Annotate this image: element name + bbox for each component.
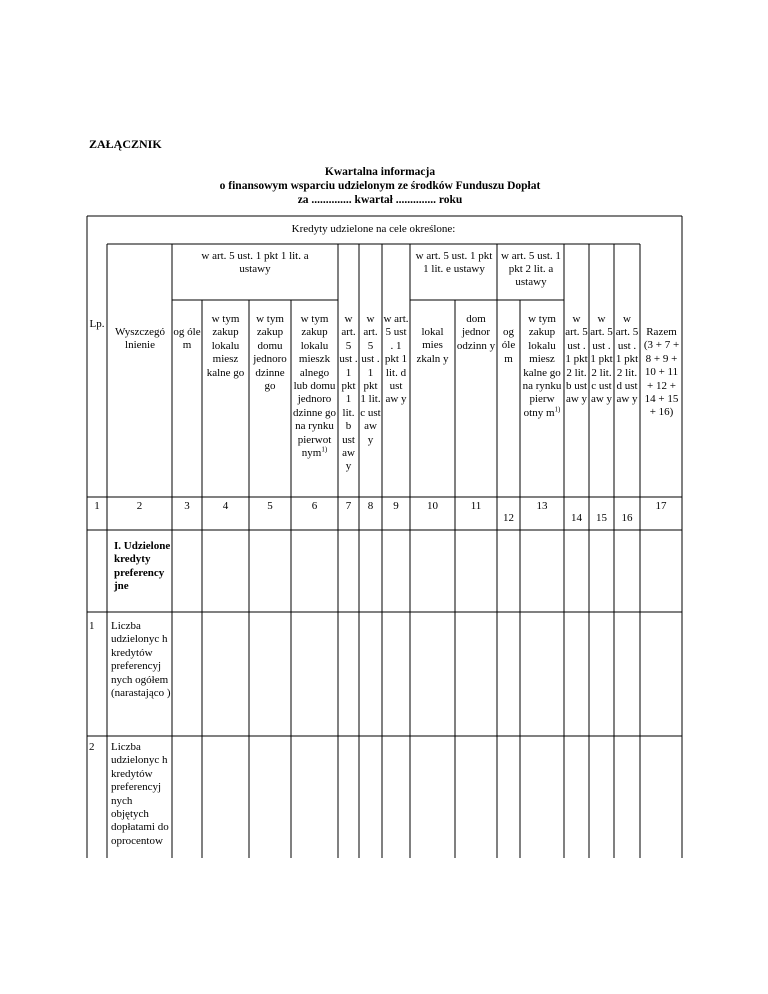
header-kredyty-udzielone: Kredyty udzielone na cele określone: xyxy=(291,223,456,235)
header-col-8: w art. 5 ust . 1 pkt 1 lit. c ust aw y xyxy=(360,313,381,446)
col-number-4: 4 xyxy=(222,500,229,512)
col-number-13: 13 xyxy=(536,500,548,512)
col-number-3: 3 xyxy=(184,500,190,512)
header-col-14: w art. 5 ust . 1 pkt 2 lit. b ust aw y xyxy=(565,313,588,406)
col-number-8: 8 xyxy=(367,500,374,512)
col-number-12: 12 xyxy=(503,512,514,524)
col-number-16: 16 xyxy=(621,512,633,524)
col-number-6: 6 xyxy=(311,500,318,512)
header-wyszczegolnienie: Wyszczegó lnienie xyxy=(114,326,166,351)
row-1-lp: 1 xyxy=(89,620,95,632)
header-col-6 xyxy=(292,313,337,460)
col-number-7: 7 xyxy=(345,500,352,512)
header-col-5: w tym zakup domu jednoro dzinne go xyxy=(253,313,287,393)
col-number-1: 1 xyxy=(94,500,100,512)
col-number-14: 14 xyxy=(571,512,582,524)
header-col-3: og óle m xyxy=(173,326,201,352)
row-2-text: Liczba udzielonyc h kredytów preferencyj nych objętych dopłatami do oprocentow xyxy=(111,741,169,847)
col-number-15: 15 xyxy=(596,512,607,524)
title-line-1: Kwartalna informacja xyxy=(324,166,436,178)
col-number-9: 9 xyxy=(393,500,399,512)
header-col-13 xyxy=(521,313,563,420)
footnote-ref-1: 1) xyxy=(321,445,328,454)
header-col-15: w art. 5 ust . 1 pkt 2 lit. c ust aw y xyxy=(590,313,613,406)
row-2-lp: 2 xyxy=(89,741,95,753)
footnote-ref-1b: 1) xyxy=(554,405,561,414)
section-heading: I. Udzielone kredyty preferency jne xyxy=(114,540,171,593)
header-col-13-text: w tym zakup lokalu miesz kalne go na rynku pierw otny m xyxy=(522,313,562,419)
col-number-5: 5 xyxy=(267,500,273,512)
header-group-a: w art. 5 ust. 1 pkt 1 lit. a ustawy xyxy=(201,250,309,275)
header-col-9: w art. 5 ust . 1 pkt 1 lit. d ust aw y xyxy=(383,313,409,406)
title-line-2: o finansowym wsparciu udzielonym ze środków Funduszu Dopłat xyxy=(219,180,541,192)
col-number-2: 2 xyxy=(136,500,143,512)
header-col-4: w tym zakup lokalu miesz kalne go xyxy=(206,313,245,379)
header-col-17: Razem (3 + 7 + 8 + 9 + 10 + 11 + 12 + 14 + 15 + 16) xyxy=(643,326,680,419)
header-col-16: w art. 5 ust . 1 pkt 2 lit. d ust aw y xyxy=(615,313,639,406)
header-col-11: dom jednor odzinn y xyxy=(456,313,496,352)
header-lp: Lp. xyxy=(89,318,105,330)
header-col-6-text: w tym zakup lokalu mieszk alnego lub domu jednoro dzinne go na rynku pierwot nym xyxy=(292,313,337,460)
col-number-10: 10 xyxy=(427,500,438,512)
col-number-17: 17 xyxy=(655,500,667,512)
header-col-7: w art. 5 ust . 1 pkt 1 lit. b ust aw y xyxy=(339,313,358,473)
header-group-2a: w art. 5 ust. 1 pkt 2 lit. a ustawy xyxy=(501,250,561,288)
header-group-e: w art. 5 ust. 1 pkt 1 lit. e ustawy xyxy=(415,250,493,275)
title-line-3: za .............. kwartał .............. roku xyxy=(297,194,463,206)
header-col-12: og óle m xyxy=(501,326,516,365)
row-1-text: Liczba udzielonyc h kredytów preferencyj nych ogółem (narastająco ) xyxy=(111,620,171,700)
col-number-11: 11 xyxy=(470,500,482,512)
header-col-10: lokal mies zkaln y xyxy=(416,326,449,365)
appendix-label: ZAŁĄCZNIK xyxy=(89,137,162,151)
